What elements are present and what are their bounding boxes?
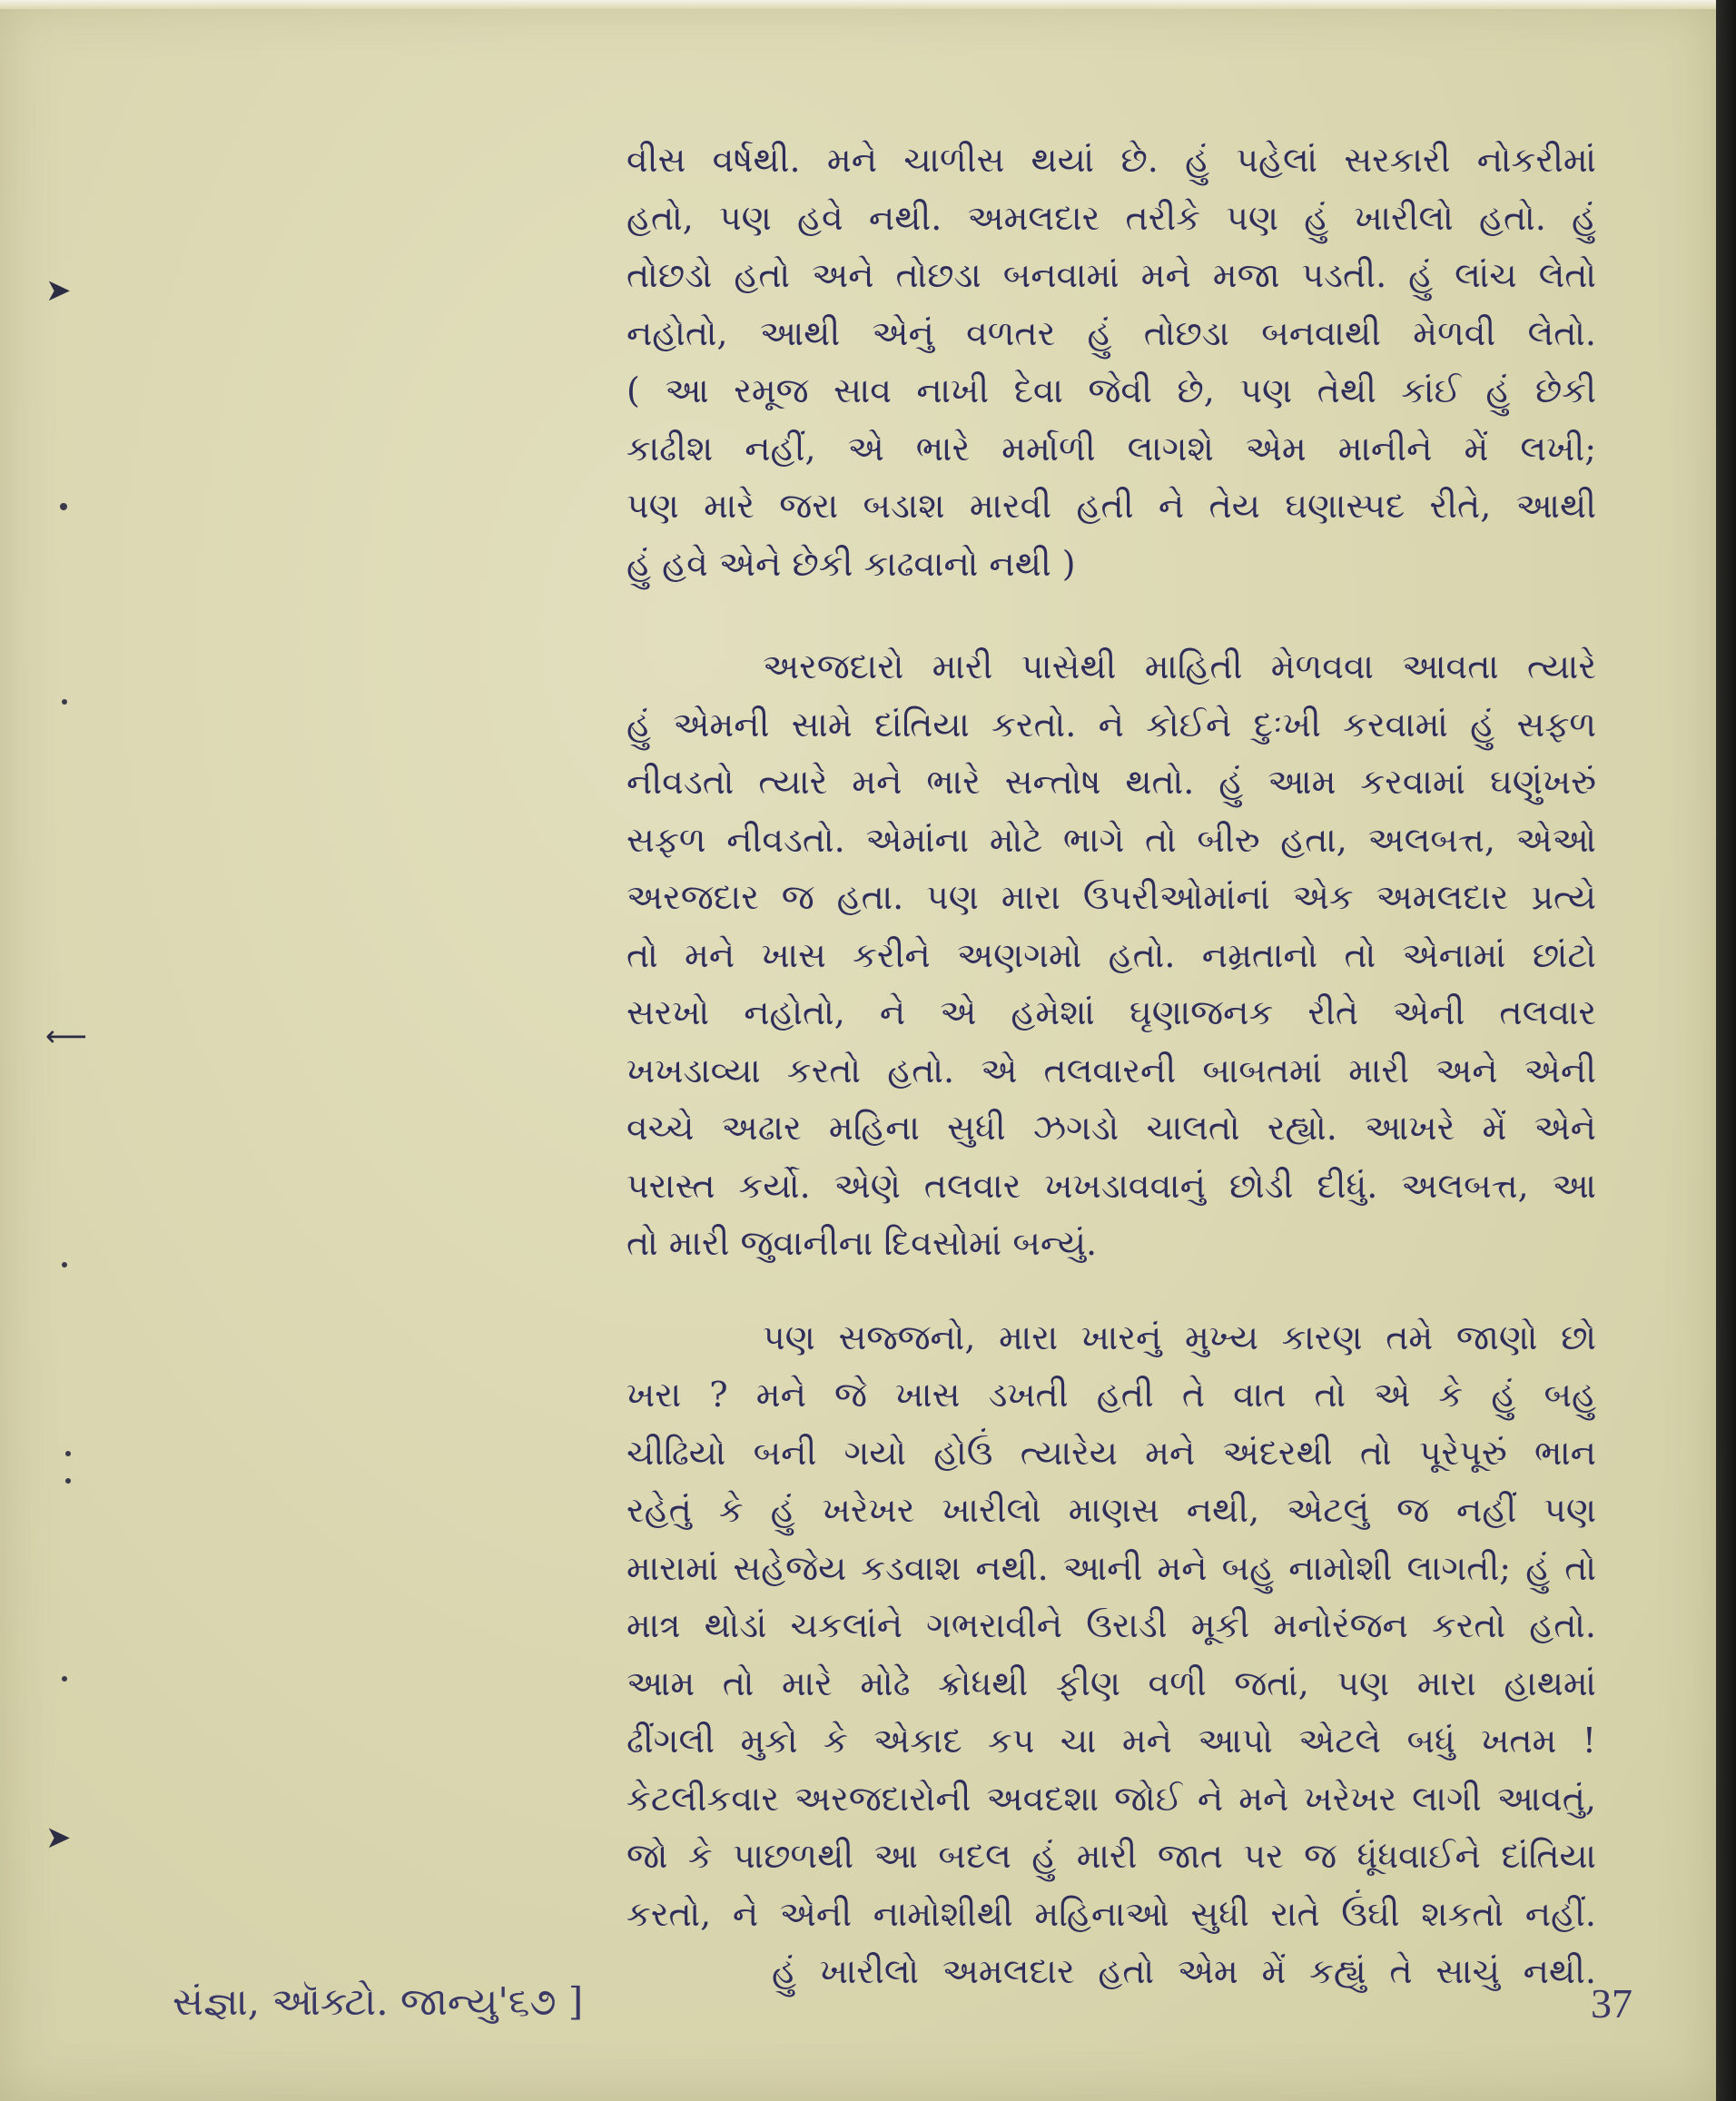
text-line: ચીઢિયો બની ગયો હોઉં ત્યારેય મને અંદરથી તો પૂરેપૂરું ભાન xyxy=(626,1432,1596,1473)
text-line: આમ તો મારે મોઢે ક્રોધથી ફીણ વળી જતાં, પણ મારા હાથમાં xyxy=(626,1662,1596,1703)
text-line: મારામાં સહેજેય કડવાશ નથી. આની મને બહુ નામોશી લાગતી; હું તો xyxy=(626,1547,1596,1588)
text-line: નહોતો, આથી એનું વળતર હું તોછડા બનવાથી મેળવી લેતો. xyxy=(626,312,1596,353)
footer-journal-name: સંજ્ઞા, ઑક્ટો. જાન્યુ'૬૭ ] xyxy=(173,1979,584,2024)
text-line: કાઢીશ નહીં, એ ભારે મર્માળી લાગશે એમ માનીને મેં લખી; xyxy=(626,428,1596,469)
text-line: તો મારી જુવાનીના દિવસોમાં બન્યું. xyxy=(626,1223,1098,1263)
text-line: પરાસ્ત કર્યો. એણે તલવાર ખખડાવવાનું છોડી દીધું. અલબત્ત, આ xyxy=(626,1165,1596,1206)
text-line: ( આ રમૂજ સાવ નાખી દેવા જેવી છે, પણ તેથી કાંઈ હું છેકી xyxy=(626,370,1596,410)
text-line: અરજદારો મારી પાસેથી માહિતી મેળવવા આવતા ત્યારે xyxy=(763,646,1596,686)
text-line: માત્ર થોડાં ચકલાંને ગભરાવીને ઉરાડી મૂકી મનોરંજન કરતો હતો. xyxy=(626,1605,1596,1645)
text-line: પણ મારે જરા બડાશ મારવી હતી ને તેય ઘણાસ્પદ રીતે, આથી xyxy=(626,486,1596,526)
margin-dot-3 xyxy=(62,1262,67,1268)
margin-dot-6 xyxy=(62,1676,67,1682)
text-line: હું એમની સામે દાંતિયા કરતો. ને કોઈને દુઃખી કરવામાં હું સફળ xyxy=(626,704,1596,745)
margin-mark-arrow-1: ➤ xyxy=(45,272,72,309)
scan-edge xyxy=(1716,0,1736,2101)
page-top-edge xyxy=(0,0,1716,9)
margin-dot-5 xyxy=(65,1478,71,1484)
text-line: જો કે પાછળથી આ બદલ હું મારી જાત પર જ ધૂંધવાઈને દાંતિયા xyxy=(626,1836,1596,1876)
text-line: પણ સજ્જનો, મારા ખારનું મુખ્ય કારણ તમે જાણો છો xyxy=(763,1317,1596,1357)
text-line: હું ખારીલો અમલદાર હતો એમ મેં કહ્યું તે સાચું નથી. xyxy=(772,1951,1596,1991)
text-line: ખરા ? મને જે ખાસ ડખતી હતી તે વાત તો એ કે હું બહુ xyxy=(626,1375,1596,1415)
text-line: કેટલીકવાર અરજદારોની અવદશા જોઈ ને મને ખરેખર લાગી આવતું, xyxy=(626,1778,1596,1819)
text-line: હું હવે એને છેકી કાઢવાનો નથી ) xyxy=(626,543,1076,584)
margin-dot-4 xyxy=(65,1451,71,1456)
margin-dot-1 xyxy=(60,503,67,510)
text-line: અરજદાર જ હતા. પણ મારા ઉપરીઓમાંનાં એક અમલદાર પ્રત્યે xyxy=(626,877,1596,917)
margin-mark-arrow-3: ➤ xyxy=(45,1820,72,1856)
text-line: વીસ વર્ષથી. મને ચાળીસ થયાં છે. હું પહેલાં સરકારી નોકરીમાં xyxy=(626,140,1596,180)
text-line: સફળ નીવડતો. એમાંના મોટે ભાગે તો બીરુ હતા, અલબત્ત, એઓ xyxy=(626,819,1596,860)
margin-mark-arrow-2: ⟵ xyxy=(45,1019,87,1053)
margin-dot-2 xyxy=(62,699,67,705)
text-line: ખખડાવ્યા કરતો હતો. એ તલવારની બાબતમાં મારી અને એની xyxy=(626,1050,1596,1090)
text-line: કરતો, ને એની નામોશીથી મહિનાઓ સુધી રાતે ઉંઘી શકતો નહીં. xyxy=(626,1893,1596,1934)
text-line: વચ્ચે અઢાર મહિના સુધી ઝગડો ચાલતો રહ્યો. આખરે મેં એને xyxy=(626,1108,1596,1148)
text-line: સરખો નહોતો, ને એ હમેશાં ઘૃણાજનક રીતે એની તલવાર xyxy=(626,992,1596,1032)
text-line: નીવડતો ત્યારે મને ભારે સન્તોષ થતો. હું આમ કરવામાં ઘણુંખરું xyxy=(626,762,1596,802)
text-line: તોછડો હતો અને તોછડા બનવામાં મને મજા પડતી. હું લાંચ લેતો xyxy=(626,255,1596,295)
body-text xyxy=(626,132,1596,2001)
text-line: તો મને ખાસ કરીને અણગમો હતો. નમ્રતાનો તો એનામાં છાંટો xyxy=(626,934,1596,975)
page-number: 37 xyxy=(1591,1980,1632,2027)
text-line: રહેતું કે હું ખરેખર ખારીલો માણસ નથી, એટલું જ નહીં પણ xyxy=(626,1490,1596,1530)
text-line: ઢીંગલી મુકો કે એકાદ કપ ચા મને આપો એટલે બધું ખતમ ! xyxy=(626,1721,1596,1761)
text-line: હતો, પણ હવે નથી. અમલદાર તરીકે પણ હું ખારીલો હતો. હું xyxy=(626,197,1596,238)
paragraph-gap xyxy=(626,593,1596,638)
paragraph-gap xyxy=(626,1273,1596,1309)
